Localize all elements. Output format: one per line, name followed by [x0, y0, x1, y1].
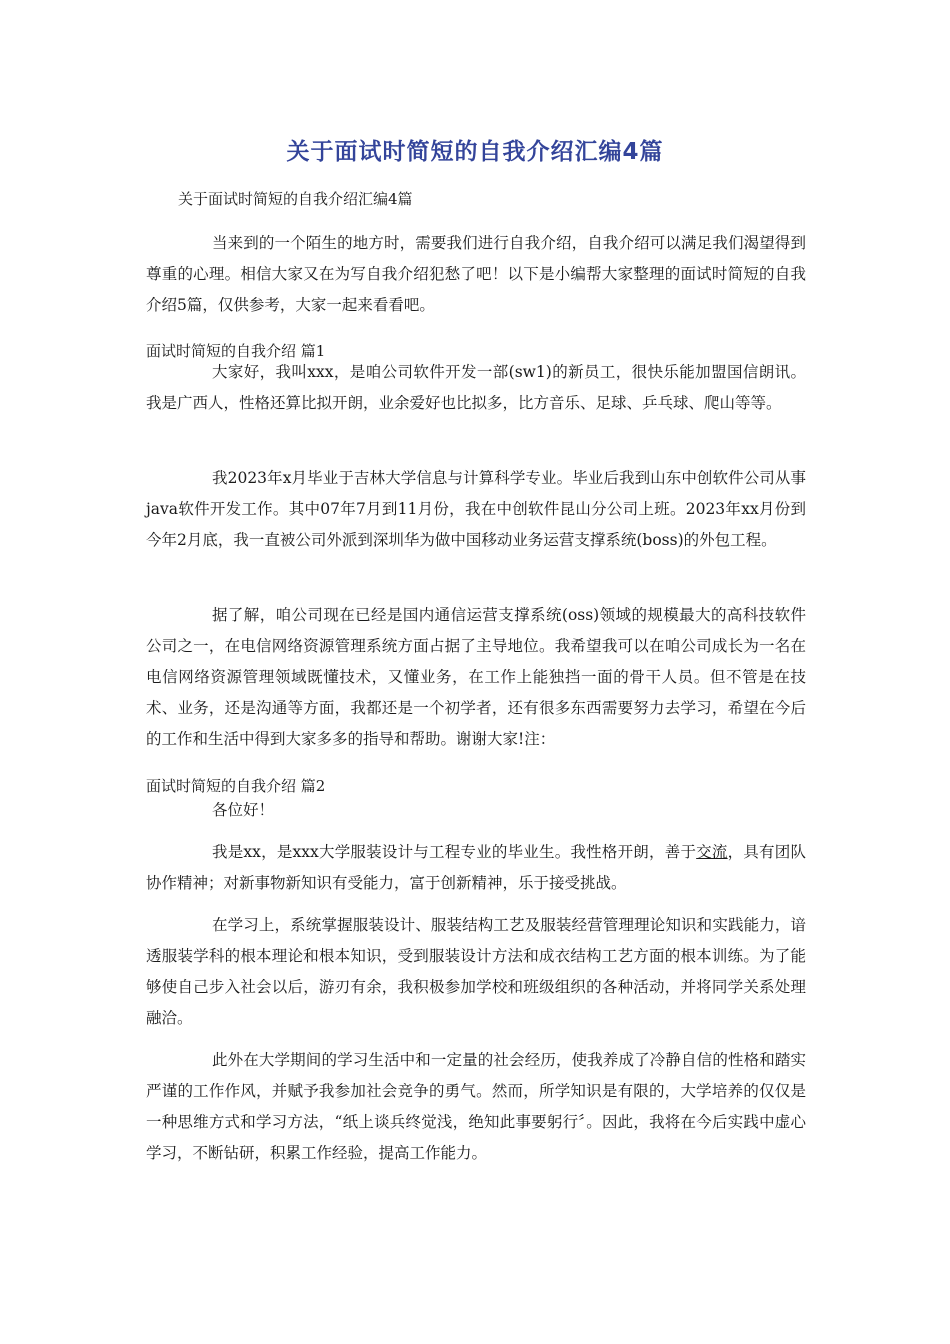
section2-paragraph-2: 在学习上，系统掌握服装设计、服装结构工艺及服装经营管理理论知识和实践能力，谙透服装学科的根本理论和根本知识，受到服装设计方法和成衣结构工艺方面的根本训练。为了能够使自己步入社会以后，游刃有余，我积极参加学校和班级组织的各种活动，并将同学关系处理融洽。	[146, 916, 806, 1027]
section2-paragraph-1	[146, 837, 806, 899]
section1-paragraph-1: 大家好，我叫xxx，是咱公司软件开发一部(sw1)的新员工，很快乐能加盟国信朗讯。我是广西人，性格还算比拟开朗，业余爱好也比拟多，比方音乐、足球、乒乓球、爬山等等。	[146, 363, 806, 412]
section2-heading: 面试时简短的自我介绍 篇2	[146, 777, 326, 795]
section2-paragraph-1-text-b: ，具有团队协作精神；对新事物新知识有受能力，富于创新精神，乐于接受挑战。	[146, 843, 806, 892]
intro-paragraph: 当来到的一个陌生的地方时，需要我们进行自我介绍，自我介绍可以满足我们渴望得到尊重的心理。相信大家又在为写自我介绍犯愁了吧！以下是小编帮大家整理的面试时简短的自我介绍5篇，仅供参考，大家一起来看看吧。	[146, 234, 806, 314]
section1-paragraph-2: 我2023年x月毕业于吉林大学信息与计算科学专业。毕业后我到山东中创软件公司从事java软件开发工作。其中07年7月到11月份，我在中创软件昆山分公司上班。2023年xx月份到今年2月底，我一直被公司外派到深圳华为做中国移动业务运营支撑系统(boss)的外包工程。	[146, 469, 806, 549]
document-title: 关于面试时简短的自我介绍汇编4篇	[286, 139, 664, 165]
section1-heading: 面试时简短的自我介绍 篇1	[146, 342, 326, 360]
communication-link[interactable]: 交流	[696, 843, 728, 861]
section2-greeting: 各位好！	[212, 801, 275, 819]
section2-paragraph-1-text-a: 我是xx，是xxx大学服装设计与工程专业的毕业生。我性格开朗，善于	[212, 843, 697, 861]
document-subtitle: 关于面试时简短的自我介绍汇编4篇	[178, 190, 413, 208]
section1-paragraph-3: 据了解，咱公司现在已经是国内通信运营支撑系统(oss)领域的规模最大的高科技软件公司之一，在电信网络资源管理系统方面占据了主导地位。我希望我可以在咱公司成长为一名在电信网络资源管理领域既懂技术，又懂业务，在工作上能独挡一面的骨干人员。但不管是在技术、业务，还是沟通等方面，我都还是一个初学者，还有很多东西需要努力去学习，希望在今后的工作和生活中得到大家多多的指导和帮助。谢谢大家!注：	[146, 606, 806, 748]
section2-paragraph-3: 此外在大学期间的学习生活中和一定量的社会经历，使我养成了冷静自信的性格和踏实严谨的工作作风，并赋予我参加社会竞争的勇气。然而，所学知识是有限的，大学培养的仅仅是一种思维方式和学习方法，“纸上谈兵终觉浅，绝知此事要躬行〞。因此，我将在今后实践中虚心学习，不断钻研，积累工作经验，提高工作能力。	[146, 1051, 806, 1162]
